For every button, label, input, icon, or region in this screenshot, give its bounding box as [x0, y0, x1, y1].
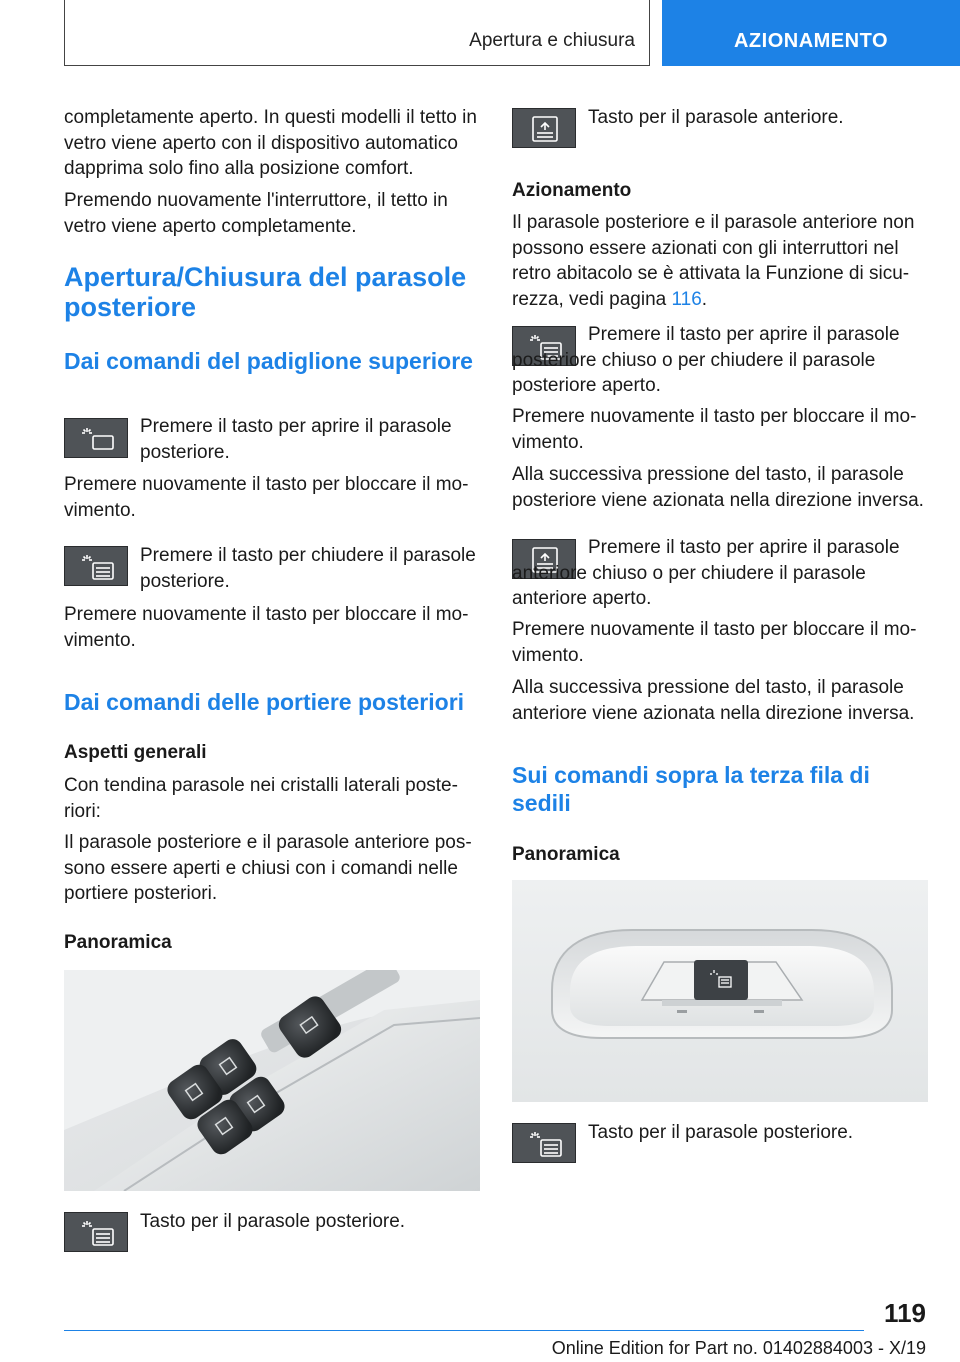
edition-info: Online Edition for Part no. 01402884003 - X/19: [551, 1338, 926, 1358]
caption: Tasto per il parasole anteriore.: [588, 107, 844, 128]
caption: Tasto per il parasole posteriore.: [588, 1122, 854, 1143]
subsection-heading: Dai comandi del padiglione superiore: [64, 348, 473, 374]
button-description: Premere il tasto per aprire il parasole posteriore chiuso o per chiudere il parasole posteriore aperto.: [512, 324, 900, 396]
paragraph-end: .: [701, 288, 708, 310]
header-section-box: [64, 0, 650, 66]
header-chapter-tab[interactable]: [662, 0, 960, 66]
paragraph: [512, 210, 930, 312]
minor-heading: Panoramica: [512, 844, 620, 865]
page-number: 119: [884, 1298, 926, 1328]
paragraph: Premere nuovamente il tasto per bloccare il movimento.: [64, 604, 469, 651]
paragraph: Premere nuovamente il tasto per bloccare il movimento.: [512, 619, 917, 666]
door-controls-photo: [64, 970, 480, 1191]
paragraph: completamente aperto. In questi modelli il tetto in vetro viene aperto con il dispositivo automatico dapprima solo fino alla posizione comfort.: [64, 107, 477, 179]
paragraph: Con tendina parasole nei cristalli laterali posteriori:: [64, 775, 458, 822]
sunblind-rear-close-icon: [64, 546, 128, 586]
paragraph: Premere nuovamente il tasto per bloccare il movimento.: [64, 474, 469, 521]
section-title: Apertura e chiusura: [469, 30, 635, 51]
button-description: Premere il tasto per aprire il parasole posteriore.: [140, 416, 452, 463]
subsection-heading: Dai comandi delle portiere posteriori: [64, 689, 465, 715]
sunblind-rear-button-icon: [64, 1212, 128, 1252]
minor-heading: Azionamento: [512, 180, 632, 201]
paragraph: Premendo nuovamente l'interruttore, il tetto in vetro viene aperto completamente.: [64, 190, 448, 237]
ceiling-control-photo: [512, 880, 928, 1102]
caption: Tasto per il parasole posteriore.: [140, 1211, 406, 1232]
sunblind-rear-button-icon: [512, 1123, 576, 1163]
button-description: Premere il tasto per chiudere il parasole posteriore.: [140, 545, 476, 592]
paragraph: Premere nuovamente il tasto per bloccare il movimento.: [512, 406, 917, 453]
button-description: Premere il tasto per aprire il parasole anteriore chiuso o per chiudere il parasole anteriore aperto.: [512, 537, 900, 609]
subsection-heading: Sui comandi sopra la terza fila di sedili: [512, 762, 870, 816]
sunblind-rear-open-icon: [64, 418, 128, 458]
minor-heading: Aspetti generali: [64, 742, 207, 763]
paragraph: Alla successiva pressione del tasto, il parasole anteriore viene azionata nella direzione inversa.: [512, 677, 915, 724]
minor-heading: Panoramica: [64, 932, 172, 953]
page-link[interactable]: 116: [671, 288, 702, 310]
section-heading: Apertura/Chiusura del parasole posteriore: [64, 262, 467, 322]
paragraph: Il parasole posteriore e il parasole anteriore possono essere aperti e chiusi con i comandi nelle portiere posteriori.: [64, 832, 472, 904]
sunblind-front-icon: [512, 108, 576, 148]
footer-divider: [64, 1330, 864, 1331]
paragraph-text: Il parasole posteriore e il parasole anteriore non possono essere azionati con gli interruttori nel retro abitacolo se è attivata la Funzione di sicurezza, vedi pagina: [512, 212, 915, 310]
paragraph: Alla successiva pressione del tasto, il parasole posteriore viene azionata nella direzione inversa.: [512, 464, 924, 511]
chapter-title: AZIONAMENTO: [733, 30, 888, 52]
